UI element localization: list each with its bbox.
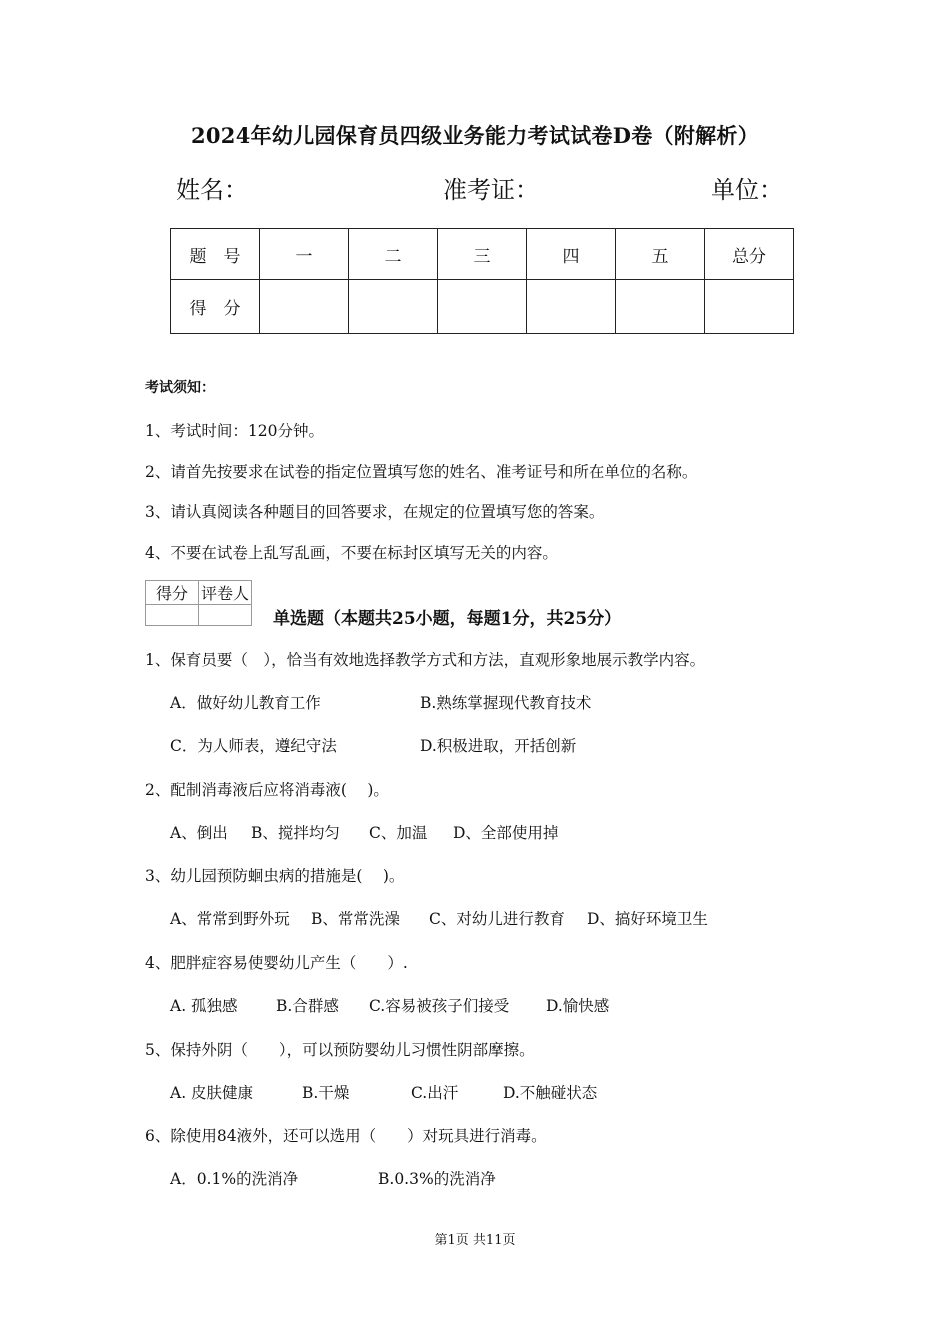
notice-item: 1、考试时间：120分钟。: [145, 422, 324, 440]
score-table-cell: 四: [527, 229, 616, 280]
answer-option[interactable]: B.干燥: [302, 1084, 350, 1102]
score-input-cell[interactable]: [260, 280, 349, 334]
score-table-cell: 三: [438, 229, 527, 280]
score-input-cell[interactable]: [438, 280, 527, 334]
notice-item: 4、不要在试卷上乱写乱画，不要在标封区填写无关的内容。: [145, 544, 558, 562]
grader-score-cell[interactable]: [146, 605, 199, 626]
question-text: 6、除使用84液外，还可以选用（ ）对玩具进行消毒。: [145, 1127, 547, 1145]
answer-option[interactable]: D.愉快感: [546, 997, 610, 1015]
unit-label: 单位：: [711, 176, 783, 204]
answer-option[interactable]: B.合群感: [276, 997, 339, 1015]
question-text: 2、配制消毒液后应将消毒液( )。: [145, 781, 389, 799]
score-table-header-row: [171, 229, 794, 280]
answer-option[interactable]: C.出汗: [411, 1084, 459, 1102]
answer-option[interactable]: D.不触碰状态: [503, 1084, 598, 1102]
notice-heading: 考试须知：: [145, 380, 215, 396]
score-table-cell: 题 号: [171, 229, 260, 280]
score-input-cell[interactable]: [527, 280, 616, 334]
page-footer: 第1页 共11页: [434, 1233, 516, 1248]
answer-option[interactable]: A. 孤独感: [170, 997, 238, 1015]
score-table-cell: 一: [260, 229, 349, 280]
score-input-cell[interactable]: [705, 280, 794, 334]
score-table-score-row: [171, 280, 794, 334]
score-table-cell: 五: [616, 229, 705, 280]
score-input-cell[interactable]: [616, 280, 705, 334]
name-label: 姓名：: [176, 176, 248, 204]
section-title: 单选题（本题共25小题，每题1分，共25分）: [273, 609, 622, 629]
grader-score-label: 得分: [146, 581, 199, 605]
answer-option[interactable]: D、搞好环境卫生: [587, 910, 708, 928]
answer-option[interactable]: D.积极进取，开括创新: [420, 737, 577, 755]
score-table: [170, 228, 794, 334]
answer-option[interactable]: A．0.1%的洗消净: [170, 1170, 299, 1188]
answer-option[interactable]: C、加温: [369, 824, 428, 842]
answer-option[interactable]: A、常常到野外玩: [170, 910, 290, 928]
question-text: 4、肥胖症容易使婴幼儿产生（ ）.: [145, 954, 408, 972]
answer-option[interactable]: D、全部使用掉: [453, 824, 559, 842]
score-row-label: 得 分: [171, 280, 260, 334]
score-table-cell: 二: [349, 229, 438, 280]
question-text: 5、保持外阴（ ），可以预防婴幼儿习惯性阴部摩擦。: [145, 1041, 535, 1059]
score-input-cell[interactable]: [349, 280, 438, 334]
answer-option[interactable]: C.容易被孩子们接受: [369, 997, 510, 1015]
question-text: 1、保育员要（ ），恰当有效地选择教学方式和方法，直观形象地展示教学内容。: [145, 651, 706, 669]
grader-box: [145, 580, 252, 626]
grader-reviewer-cell[interactable]: [199, 605, 252, 626]
answer-option[interactable]: C．为人师表，遵纪守法: [170, 737, 337, 755]
answer-option[interactable]: B、搅拌均匀: [251, 824, 340, 842]
answer-option[interactable]: B.熟练掌握现代教育技术: [420, 694, 592, 712]
answer-option[interactable]: B、常常洗澡: [311, 910, 400, 928]
notice-item: 3、请认真阅读各种题目的回答要求，在规定的位置填写您的答案。: [145, 503, 605, 521]
exam-id-label: 准考证：: [443, 176, 539, 204]
answer-option[interactable]: A. 皮肤健康: [170, 1084, 254, 1102]
answer-option[interactable]: A．做好幼儿教育工作: [170, 694, 321, 712]
notice-item: 2、请首先按要求在试卷的指定位置填写您的姓名、准考证号和所在单位的名称。: [145, 463, 698, 481]
score-table-cell: 总分: [705, 229, 794, 280]
answer-option[interactable]: C、对幼儿进行教育: [429, 910, 565, 928]
grader-reviewer-label: 评卷人: [199, 581, 252, 605]
question-text: 3、幼儿园预防蛔虫病的措施是( )。: [145, 867, 405, 885]
exam-title: 2024年幼儿园保育员四级业务能力考试试卷D卷（附解析）: [190, 123, 760, 148]
answer-option[interactable]: A、倒出: [170, 824, 228, 842]
answer-option[interactable]: B.0.3%的洗消净: [378, 1170, 496, 1188]
